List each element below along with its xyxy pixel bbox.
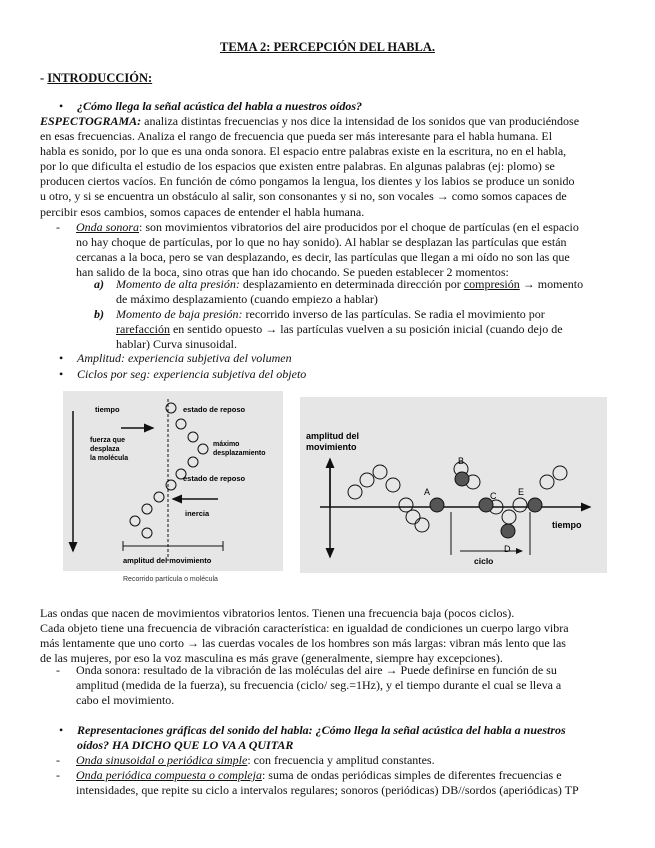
momento-alta-item: a) Momento de alta presión: desplazamiento en determinada dirección por compresión → momento de máximo desplazamiento (cuando empiezo a hablar): [94, 277, 584, 306]
particle-3: [188, 432, 198, 442]
ciclos-bullet: • Ciclos por seg: experiencia subjetiva del objeto: [59, 367, 307, 381]
section-heading-label: INTRODUCCIÓN:: [47, 71, 153, 85]
particle-10: [130, 516, 140, 526]
wave-cycle-figure: [300, 397, 607, 573]
onda-sonora-term: Onda sonora: [76, 220, 140, 234]
point-c-label: C: [490, 491, 497, 501]
particle-4: [198, 444, 208, 454]
fig1-maximo-line1: máximo: [213, 441, 240, 448]
onda-compuesta-term: Onda periódica compuesta o compleja: [76, 768, 262, 782]
fig1-fuerza-line1: fuerza que: [90, 437, 126, 444]
fig2-amplitud-line1: amplitud del: [306, 431, 360, 441]
amplitud-bullet: • Amplitud: experiencia subjetiva del volumen: [59, 351, 292, 365]
representaciones-bullet: • Representaciones gráficas del sonido del habla: ¿Cómo llega la señal acústica del habla a nuestros oídos? HA DICHO QUE LO VA A QUITAR: [59, 723, 566, 752]
rarefaccion-term: rarefacción: [116, 322, 170, 336]
question-bullet: [59, 99, 363, 114]
fig2-tiempo-label: tiempo: [552, 520, 582, 530]
onda-sinusoidal-term: Onda sinusoidal o periódica simple: [76, 753, 248, 767]
wave-cycle-svg: [300, 397, 607, 573]
particle-trajectory-svg: [63, 391, 283, 571]
fig1-reposo-label: estado de reposo: [183, 405, 246, 414]
frecuencia-paragraph: Las ondas que nacen de movimientos vibratorios lentos. Tienen una frecuencia baja (pocos ciclos). Cada objeto tiene una frecuencia de vibración característica: en igualdad de condiciones un cuerpo largo vibra más lentamente que uno corto → las cuerdas vocales de los hombres son más largas: vibran más lento que las de las mujeres, por eso la voz masculina es más grave (generalmente, siempre hay excepciones).: [40, 606, 569, 666]
fig1-fuerza-line2: desplaza: [90, 446, 120, 453]
point-d-label: D: [504, 544, 511, 554]
wave-particles: [348, 462, 567, 532]
compresion-term: compresión: [463, 277, 520, 291]
section-heading: - INTRODUCCIÓN:: [40, 71, 153, 85]
onda-sinusoidal-item: - Onda sinusoidal o periódica simple: con frecuencia y amplitud constantes.: [56, 753, 435, 767]
fig1-amplitud-label: amplitud del movimiento: [123, 556, 212, 565]
onda-sonora-definition: - Onda sonora: resultado de la vibración de las moléculas del aire → Puede definirse en función de su amplitud (medida de la fuerza), su frecuencia (ciclo/ seg.=1Hz), y el tiempo durante el cual se lleva a cabo el movimiento.: [56, 663, 562, 707]
particle-1: [166, 403, 176, 413]
fig2-ciclo-label: ciclo: [474, 556, 494, 566]
momento-alta-term: Momento de alta presión:: [116, 277, 240, 291]
onda-sonora-item: - Onda sonora: son movimientos vibratorios del aire producidos por el choque de partículas (en el espacio no hay choque de partículas, por lo que no hay sonido). Al hablar se desplazan las partículas que están cercanas a la boca, pero se van desplazando, es decir, las partículas que llegan a mi oído no son las que han salido de la boca, sino otras que han ido chocando. Se pueden establecer 2 momentos:: [56, 220, 579, 279]
particle-8: [154, 492, 164, 502]
momento-baja-term: Momento de baja presión:: [116, 307, 243, 321]
espectrograma-paragraph: ESPECTOGRAMA: analiza distintas frecuencias y nos dice la intensidad de los sonidos que van produciéndose en esas frecuencias. Analiza el rango de frecuencia que pueda ser más interesante para el habla humana. El habla es sonido, por lo que es una onda sonora. El espacio entre palabras existe en la escritura, no en el habla, por lo que dificulta el estudio de los espacios que existen entre palabras. En algunas palabras (ej: plomo) se producen ciertos vacíos. En función de cómo pongamos la lengua, los dientes y los labios se produce un sonido u otro, y si se encuentra un obstáculo al salir, son consonantes y si no, son vocales → como somos capaces de percibir esos cambios, somos capaces de entender el habla humana.: [40, 114, 580, 219]
point-e-label: E: [518, 487, 525, 497]
momento-baja-item: b) Momento de baja presión: recorrido inverso de las partículas. Se radia el movimiento por rarefacción en sentido opuesto → las partículas vuelven a su posición inicial (cuando dejo de hablar) Curva sinusoidal.: [94, 307, 563, 351]
fig1-tiempo-label: tiempo: [95, 405, 120, 414]
particle-11: [142, 528, 152, 538]
point-a: [430, 498, 444, 512]
espectrograma-term: ESPECTOGRAMA:: [40, 114, 142, 128]
particle-9: [142, 504, 152, 514]
point-a-label: A: [424, 487, 431, 497]
momento-alta-marker: a): [94, 277, 104, 291]
key-points: [430, 472, 542, 538]
particle-2: [176, 419, 186, 429]
point-b: [455, 472, 469, 486]
fig2-amplitud-line2: movimiento: [306, 442, 357, 452]
point-e: [528, 498, 542, 512]
figure-caption: Recorrido partícula o molécula: [123, 576, 218, 583]
question-text: ¿Cómo llega la señal acústica del habla a nuestros oídos?: [77, 99, 363, 113]
fig1-reposo2-label: estado de reposo: [183, 474, 246, 483]
fig1-maximo-line2: desplazamiento: [213, 450, 266, 457]
point-d: [501, 524, 515, 538]
onda-compuesta-item: - Onda periódica compuesta o compleja: suma de ondas periódicas simples de diferentes frecuencias e intensidades, que repite su ciclo a intervalos regulares; sonoros (periódicas) DB//sordos (aperiódicas) TP: [56, 768, 579, 797]
fig1-inercia-label: inercia: [185, 509, 210, 518]
particle-5: [188, 457, 198, 467]
page-title: TEMA 2: PERCEPCIÓN DEL HABLA.: [220, 40, 435, 54]
bullet-marker: •: [59, 99, 64, 113]
point-b-label: B: [458, 456, 465, 466]
particle-trajectory-figure: [63, 391, 283, 571]
momento-baja-marker: b): [94, 307, 104, 321]
fig1-fuerza-line3: la molécula: [90, 455, 129, 462]
